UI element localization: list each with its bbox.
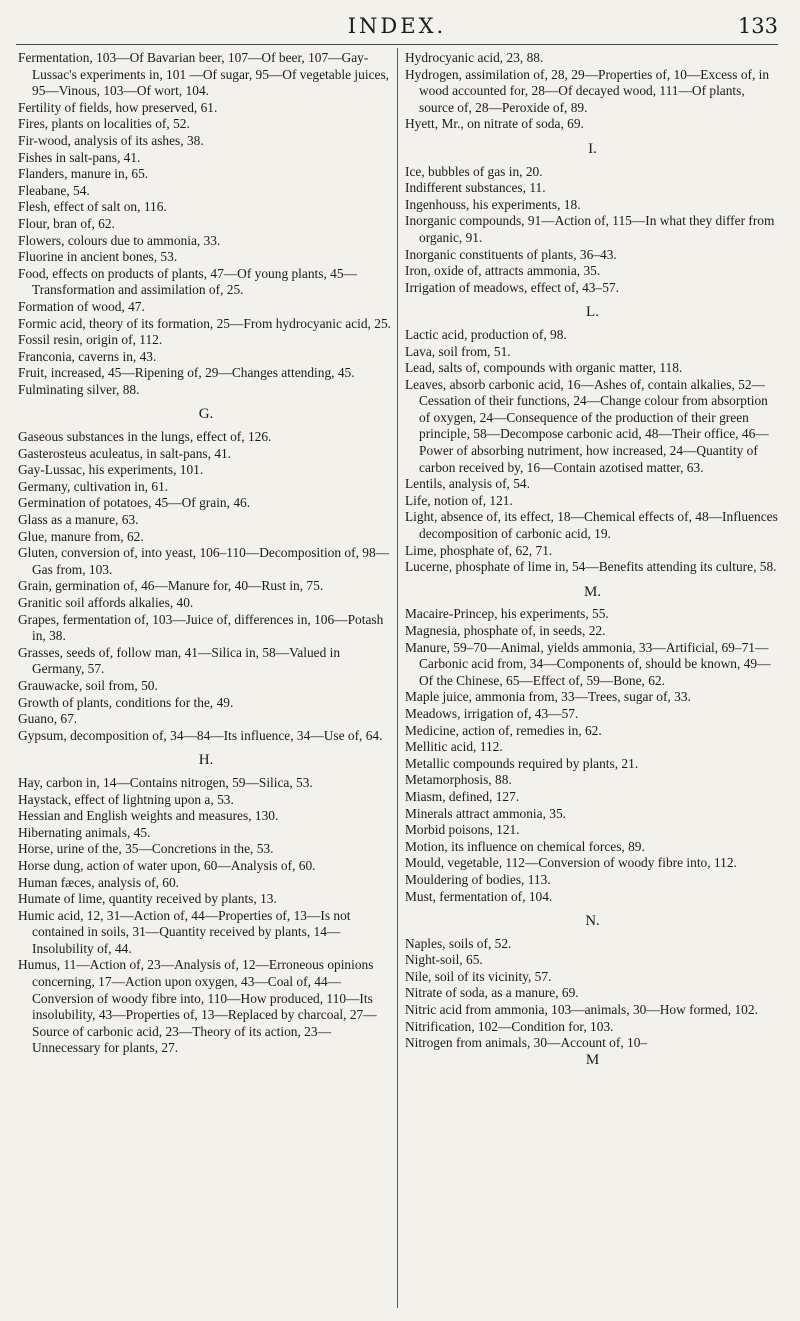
page-title: INDEX. xyxy=(347,14,447,38)
index-entry: Humus, 11—Action of, 23—Analysis of, 12—Erroneous opinions concerning, 17—Action upon oxygen, 43—Coal of, 44—Conversion of woody fibre into, 110—How produced, 110—Its insolubility, 43—Properties of, 13—Replaced by charcoal, 27—Source of carbonic acid, 23—Theory of its action, 23—Unnecessary for plants, 27. xyxy=(18,957,377,1056)
letter-heading-m: M. xyxy=(583,583,602,600)
index-entry: Lucerne, phosphate of lime in, 54—Benefits attending its culture, 58. xyxy=(405,559,777,575)
index-entry: Nitric acid from ammonia, 103—animals, 30—How formed, 102. xyxy=(405,1002,758,1018)
index-entry: Flour, bran of, 62. xyxy=(18,215,115,231)
index-entry: Fruit, increased, 45—Ripening of, 29—Changes attending, 45. xyxy=(18,365,355,381)
index-entry: Grasses, seeds of, follow man, 41—Silica in, 58—Valued in Germany, 57. xyxy=(18,644,341,677)
index-entry: Macaire-Princep, his experiments, 55. xyxy=(405,606,609,622)
index-entry: Life, notion of, 121. xyxy=(405,492,513,508)
index-entry: Medicine, action of, remedies in, 62. xyxy=(405,722,602,738)
index-entry: Fishes in salt-pans, 41. xyxy=(18,149,141,165)
letter-heading-n: N. xyxy=(585,913,600,930)
index-entry: Indifferent substances, 11. xyxy=(405,180,546,196)
index-entry: Irrigation of meadows, effect of, 43–57. xyxy=(405,279,619,295)
index-entry: Formic acid, theory of its formation, 25—From hydrocyanic acid, 25. xyxy=(18,315,391,331)
index-section-n xyxy=(405,936,780,1052)
index-entry: Hay, carbon in, 14—Contains nitrogen, 59—Silica, 53. xyxy=(18,774,313,790)
index-entry: Minerals attract ammonia, 35. xyxy=(405,805,567,821)
index-entry: Fleabane, 54. xyxy=(18,182,90,198)
index-entry: Fires, plants on localities of, 52. xyxy=(18,116,190,132)
index-entry: Metallic compounds required by plants, 21. xyxy=(405,755,639,771)
index-entry: Mellitic acid, 112. xyxy=(405,739,503,755)
index-entry: Morbid poisons, 121. xyxy=(405,822,520,838)
index-entry: Fir-wood, analysis of its ashes, 38. xyxy=(18,132,204,148)
index-section-h-continued xyxy=(405,50,780,133)
index-entry: Nitrate of soda, as a manure, 69. xyxy=(405,985,579,1001)
index-entry: Growth of plants, conditions for the, 49. xyxy=(18,694,234,710)
index-entry: Formation of wood, 47. xyxy=(18,298,145,314)
index-entry: Haystack, effect of lightning upon a, 53. xyxy=(18,791,234,807)
index-entry: Guano, 67. xyxy=(18,711,78,727)
index-entry: Fertility of fields, how preserved, 61. xyxy=(18,99,218,115)
index-entry: Flesh, effect of salt on, 116. xyxy=(18,199,167,215)
index-entry: Iron, oxide of, attracts ammonia, 35. xyxy=(405,263,601,279)
letter-heading-i: I. xyxy=(588,140,597,157)
column-divider xyxy=(397,48,398,1308)
index-entry: Inorganic compounds, 91—Action of, 115—In what they differ from organic, 91. xyxy=(405,213,775,245)
index-entry: Fluorine in ancient bones, 53. xyxy=(18,249,178,265)
index-section-f xyxy=(18,50,394,398)
index-entry: Lentils, analysis of, 54. xyxy=(405,476,530,492)
index-entry: Humate of lime, quantity received by plants, 13. xyxy=(18,891,277,907)
index-entry: Grapes, fermentation of, 103—Juice of, differences in, 106—Potash in, 38. xyxy=(18,611,384,644)
index-entry: Naples, soils of, 52. xyxy=(405,935,512,951)
right-column xyxy=(405,50,780,1068)
index-entry: Must, fermentation of, 104. xyxy=(405,888,553,904)
index-entry: Gay-Lussac, his experiments, 101. xyxy=(18,462,204,478)
index-entry: Horse, urine of the, 35—Concretions in the, 53. xyxy=(18,841,274,857)
index-entry: Hyett, Mr., on nitrate of soda, 69. xyxy=(405,116,584,132)
index-entry: Lime, phosphate of, 62, 71. xyxy=(405,542,553,558)
index-entry: Metamorphosis, 88. xyxy=(405,772,512,788)
index-entry: Glass as a manure, 63. xyxy=(18,512,139,528)
index-entry: Hydrogen, assimilation of, 28, 29—Properties of, 10—Excess of, in wood accounted for, 28—Of decayed wood, 111—Of plants, source of, 28—Peroxide of, 89. xyxy=(405,66,770,115)
header-rule xyxy=(16,44,778,45)
index-entry: Maple juice, ammonia from, 33—Trees, sugar of, 33. xyxy=(405,689,691,705)
index-entry: Magnesia, phosphate of, in seeds, 22. xyxy=(405,623,606,638)
index-section-g xyxy=(18,429,394,744)
index-entry: Miasm, defined, 127. xyxy=(405,788,520,804)
index-entry: Grauwacke, soil from, 50. xyxy=(18,677,158,693)
index-entry: Lead, salts of, compounds with organic matter, 118. xyxy=(405,360,683,376)
index-entry: Mould, vegetable, 112—Conversion of woody fibre into, 112. xyxy=(405,855,737,871)
index-entry: Germination of potatoes, 45—Of grain, 46. xyxy=(18,495,251,511)
index-entry: Mouldering of bodies, 113. xyxy=(405,871,551,887)
index-entry: Fulminating silver, 88. xyxy=(18,381,140,397)
index-entry: Meadows, irrigation of, 43—57. xyxy=(405,705,579,721)
letter-heading-l: L. xyxy=(586,304,599,321)
index-entry: Lava, soil from, 51. xyxy=(405,343,511,359)
index-entry: Ice, bubbles of gas in, 20. xyxy=(405,163,543,179)
index-entry: Fossil resin, origin of, 112. xyxy=(18,332,163,348)
index-entry: Gaseous substances in the lungs, effect of, 126. xyxy=(18,429,272,445)
index-entry: Flowers, colours due to ammonia, 33. xyxy=(18,232,221,248)
index-entry: Motion, its influence on chemical forces, 89. xyxy=(405,838,645,854)
index-entry: Nitrification, 102—Condition for, 103. xyxy=(405,1018,614,1034)
index-entry: Light, absence of, its effect, 18—Chemical effects of, 48—Influences decomposition of carbonic acid, 19. xyxy=(405,509,778,542)
index-section-h xyxy=(18,775,394,1057)
index-entry: Gypsum, decomposition of, 34—84—Its influence, 34—Use of, 64. xyxy=(18,727,383,743)
index-entry: Hessian and English weights and measures, 130. xyxy=(18,808,279,824)
index-entry: Food, effects on products of plants, 47—Of young plants, 45—Transformation and assimilation of, 25. xyxy=(18,265,357,298)
index-entry: Gasterosteus aculeatus, in salt-pans, 41. xyxy=(18,445,232,461)
index-entry: Nile, soil of its vicinity, 57. xyxy=(405,968,552,984)
index-entry: Flanders, manure in, 65. xyxy=(18,166,149,182)
index-section-l xyxy=(405,327,780,576)
index-entry: Fermentation, 103—Of Bavarian beer, 107—Of beer, 107—Gay-Lussac's experiments in, 101 —Of sugar, 95—Of vegetable juices, 95—Vinous, 103—Of wort, 104. xyxy=(18,50,390,99)
index-entry: Hibernating animals, 45. xyxy=(18,824,151,840)
index-entry: Human fæces, analysis of, 60. xyxy=(18,874,180,890)
index-entry: Granitic soil affords alkalies, 40. xyxy=(18,595,194,610)
index-entry: Germany, cultivation in, 61. xyxy=(18,478,169,494)
left-column xyxy=(18,50,394,1057)
index-entry: Grain, germination of, 46—Manure for, 40—Rust in, 75. xyxy=(18,578,324,594)
page-number: 133 xyxy=(737,14,778,38)
letter-heading-h: H. xyxy=(198,752,214,769)
index-entry: Ingenhouss, his experiments, 18. xyxy=(405,196,581,212)
index-entry: Hydrocyanic acid, 23, 88. xyxy=(405,50,544,65)
index-entry: Horse dung, action of water upon, 60—Analysis of, 60. xyxy=(18,857,316,873)
index-entry: Glue, manure from, 62. xyxy=(18,528,144,544)
index-section-m xyxy=(405,606,780,905)
index-entry: Inorganic constituents of plants, 36–43. xyxy=(405,246,617,262)
index-entry: Franconia, caverns in, 43. xyxy=(18,348,157,364)
page-header xyxy=(16,14,778,42)
index-entry: Humic acid, 12, 31—Action of, 44—Properties of, 13—Is not contained in soils, 31—Quantity received by plants, 14—Insolubility of, 44. xyxy=(18,907,351,956)
index-entry: Manure, 59–70—Animal, yields ammonia, 33—Artificial, 69–71—Carbonic acid from, 34—Components of, should be known, 49—Of the Chinese, 65—Effect of, 59—Bone, 62. xyxy=(405,639,771,688)
index-entry: Nitrogen from animals, 30—Account of, 10– xyxy=(405,1035,648,1051)
index-entry: Leaves, absorb carbonic acid, 16—Ashes of, contain alkalies, 52—Cessation of their functions, 24—Change colour from absorption of oxygen, 24—Consequence of the production of their green principle, 58—Decompose carbonic acid, 48—Their office, 46—Power of absorbing nutriment, how increased, 24—Quantity of carbon received by, 16—Contain azotised matter, 63. xyxy=(405,376,769,475)
letter-heading-g: G. xyxy=(198,406,214,423)
index-entry: Gluten, conversion of, into yeast, 106–110—Decomposition of, 98—Gas from, 103. xyxy=(18,545,390,577)
index-entry: Lactic acid, production of, 98. xyxy=(405,326,567,342)
index-section-i xyxy=(405,164,780,297)
signature-mark: M xyxy=(585,1051,600,1068)
index-entry: Night-soil, 65. xyxy=(405,952,483,968)
